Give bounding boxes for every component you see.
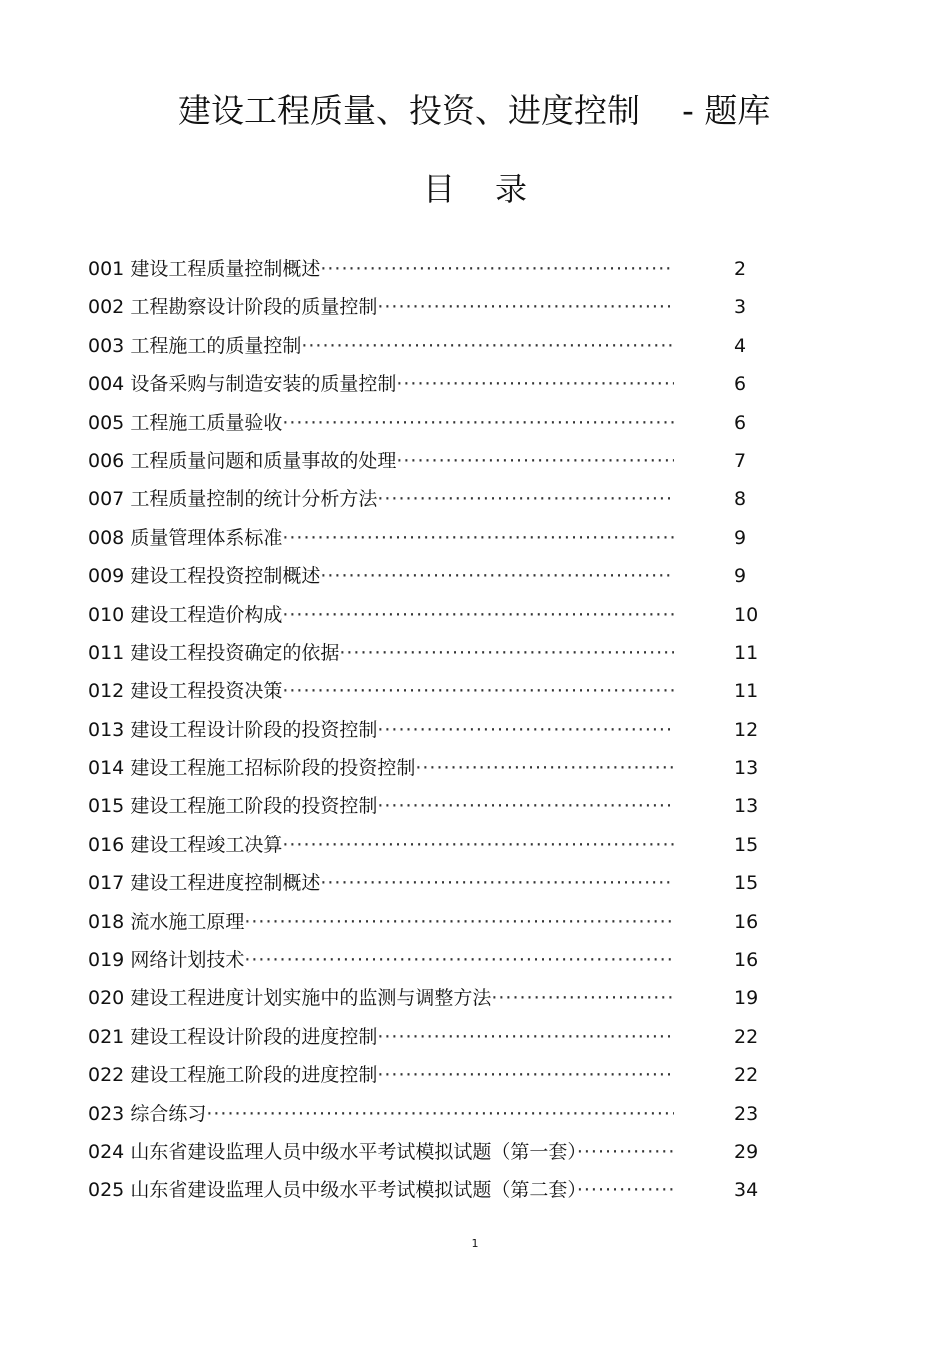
toc-entry-title: 流水施工原理 xyxy=(130,910,245,933)
toc-entry-title: 建设工程质量控制概述 xyxy=(130,258,321,280)
toc-entry[interactable] xyxy=(88,672,788,710)
toc-entry-page: 16 xyxy=(734,910,759,933)
toc-entry[interactable] xyxy=(88,519,788,557)
toc-entry-title: 质量管理体系标准 xyxy=(130,526,283,549)
toc-entry[interactable] xyxy=(88,749,788,787)
document-title-main: 建设工程质量、投资、进度控制 xyxy=(178,91,640,130)
toc-entry-text xyxy=(88,787,674,825)
toc-entry-text xyxy=(88,1056,674,1094)
toc-entry-text xyxy=(88,557,674,595)
toc-entry-title: 建设工程投资决策 xyxy=(130,680,283,703)
toc-entry-number: 021 xyxy=(88,1025,125,1048)
toc-entry-title: 建设工程竣工决算 xyxy=(130,833,283,856)
toc-entry-title: 工程勘察设计阶段的质量控制 xyxy=(130,296,378,319)
toc-entry-page: 29 xyxy=(734,1140,759,1163)
toc-entry[interactable] xyxy=(88,596,788,634)
toc-entry-number: 010 xyxy=(88,603,125,626)
toc-entry-number: 009 xyxy=(88,565,125,588)
toc-entry-page: 15 xyxy=(734,872,759,895)
toc-entry-text xyxy=(88,1018,674,1056)
toc-entry[interactable] xyxy=(88,327,788,365)
toc-entry-number: 013 xyxy=(88,718,125,741)
toc-heading: 目录 xyxy=(422,170,567,208)
toc-entry-title: 山东省建设监理人员中级水平考试模拟试题（第二套） xyxy=(130,1179,577,1202)
toc-entry-number: 008 xyxy=(88,526,125,549)
toc-entry-number: 006 xyxy=(88,449,125,472)
toc-entry-page: 23 xyxy=(734,1102,759,1125)
toc-entry-title: 建设工程施工阶段的进度控制 xyxy=(130,1064,378,1087)
toc-entry-page: 13 xyxy=(734,757,759,780)
toc-entry[interactable] xyxy=(88,1095,788,1133)
toc-entry-page: 3 xyxy=(734,296,747,319)
toc-entry[interactable] xyxy=(88,634,788,672)
toc-entry[interactable] xyxy=(88,979,788,1017)
toc-entry-text xyxy=(88,480,674,518)
toc-entry-page: 34 xyxy=(734,1179,759,1202)
toc-entry-number: 003 xyxy=(88,334,125,357)
toc-entry[interactable] xyxy=(88,826,788,864)
toc-entry-title: 建设工程施工招标阶段的投资控制 xyxy=(130,757,416,780)
toc-entry-number: 012 xyxy=(88,680,125,703)
toc-entry-title: 工程施工的质量控制 xyxy=(130,334,302,357)
toc-entry-title: 工程质量问题和质量事故的处理 xyxy=(130,449,397,472)
toc-entry-text xyxy=(88,596,674,634)
toc-entry-text xyxy=(88,442,674,480)
toc-entry[interactable] xyxy=(88,1018,788,1056)
toc-entry-page: 4 xyxy=(734,334,747,357)
toc-entry-text xyxy=(88,288,674,326)
toc-entry-page: 11 xyxy=(734,680,759,703)
toc-entry-page: 6 xyxy=(734,411,747,434)
toc-entry[interactable] xyxy=(88,711,788,749)
toc-entry[interactable] xyxy=(88,288,788,326)
toc-entry-text xyxy=(88,826,674,864)
toc-entry-title: 综合练习 xyxy=(130,1102,207,1125)
document-title xyxy=(0,88,950,134)
toc-entry[interactable] xyxy=(88,1056,788,1094)
toc-entry-text xyxy=(88,1095,674,1133)
toc-entry-title: 工程质量控制的统计分析方法 xyxy=(130,488,378,511)
toc-entry-text xyxy=(88,941,674,979)
toc-entry-number: 016 xyxy=(88,833,125,856)
toc-entry[interactable] xyxy=(88,365,788,403)
toc-entry-page: 12 xyxy=(734,718,759,741)
toc-entry-text xyxy=(88,1171,674,1209)
toc-entry-number: 002 xyxy=(88,296,125,319)
toc-entry-text xyxy=(88,634,674,672)
toc-entry-number: 014 xyxy=(88,757,125,780)
toc-entry-number: 011 xyxy=(88,641,125,664)
toc-entry-title: 建设工程施工阶段的投资控制 xyxy=(130,795,378,818)
toc-entry-page: 11 xyxy=(734,641,759,664)
toc-entry[interactable] xyxy=(88,404,788,442)
toc-entry-title: 工程施工质量验收 xyxy=(130,411,283,434)
toc-entry[interactable] xyxy=(88,941,788,979)
toc-entry-title: 网络计划技术 xyxy=(130,949,245,972)
toc-entry-number: 018 xyxy=(88,910,125,933)
toc-entry-page: 19 xyxy=(734,987,759,1010)
toc-entry-text xyxy=(88,711,674,749)
toc-entry[interactable] xyxy=(88,1171,788,1209)
toc-entry-number: 019 xyxy=(88,949,125,972)
toc-entry[interactable] xyxy=(88,557,788,595)
toc-entry-page: 9 xyxy=(734,526,747,549)
toc-entry-title: 建设工程投资控制概述 xyxy=(130,565,321,588)
toc-entry-page: 2 xyxy=(734,258,747,280)
toc-entry-number: 007 xyxy=(88,488,125,511)
toc-entry[interactable] xyxy=(88,480,788,518)
toc-entry-number: 022 xyxy=(88,1064,125,1087)
toc-entry-page: 7 xyxy=(734,449,747,472)
toc-entry-text xyxy=(88,749,674,787)
toc-entry-title: 建设工程进度计划实施中的监测与调整方法 xyxy=(130,987,492,1010)
toc-entry-title: 建设工程设计阶段的进度控制 xyxy=(130,1025,378,1048)
toc-entry-page: 15 xyxy=(734,833,759,856)
toc-entry-text xyxy=(88,903,674,941)
toc-entry[interactable] xyxy=(88,903,788,941)
toc-entry-number: 005 xyxy=(88,411,125,434)
page-number: 1 xyxy=(471,1237,479,1250)
toc-entry-text xyxy=(88,519,674,557)
toc-entry-title: 建设工程投资确定的依据 xyxy=(130,641,340,664)
toc-entry-title: 设备采购与制造安装的质量控制 xyxy=(130,373,397,396)
toc-entry-page: 8 xyxy=(734,488,747,511)
toc-entry-title: 建设工程设计阶段的投资控制 xyxy=(130,718,378,741)
toc-entry-page: 22 xyxy=(734,1025,759,1048)
toc-entry-number: 004 xyxy=(88,373,125,396)
toc-entry-number: 025 xyxy=(88,1179,125,1202)
toc-entry-text xyxy=(88,672,674,710)
toc-entry-title: 建设工程进度控制概述 xyxy=(130,872,321,895)
toc-entry-page: 6 xyxy=(734,373,747,396)
toc-entry-page: 13 xyxy=(734,795,759,818)
toc-entry-number: 001 xyxy=(88,258,125,280)
toc-entry-page: 10 xyxy=(734,603,759,626)
toc-entry-page: 22 xyxy=(734,1064,759,1087)
toc-entry-text xyxy=(88,404,674,442)
toc-entry-text xyxy=(88,864,674,902)
toc-entry-number: 020 xyxy=(88,987,125,1010)
toc-entry-title: 山东省建设监理人员中级水平考试模拟试题（第一套） xyxy=(130,1140,577,1163)
toc-entry-text xyxy=(88,250,674,288)
toc-entry-text xyxy=(88,365,674,403)
toc-entry-text xyxy=(88,327,674,365)
toc-entry-number: 024 xyxy=(88,1140,125,1163)
toc-entry-text xyxy=(88,979,674,1017)
toc-entry[interactable] xyxy=(88,864,788,902)
toc-entry[interactable] xyxy=(88,1133,788,1171)
toc-entry-number: 017 xyxy=(88,872,125,895)
toc-entry-title: 建设工程造价构成 xyxy=(130,603,283,626)
toc-entry-text xyxy=(88,1133,674,1171)
table-of-contents xyxy=(88,250,788,1210)
document-title-suffix: - 题库 xyxy=(682,91,771,130)
toc-entry[interactable] xyxy=(88,787,788,825)
toc-entry-page: 9 xyxy=(734,565,747,588)
toc-entry-number: 023 xyxy=(88,1102,125,1125)
toc-entry-number: 015 xyxy=(88,795,125,818)
toc-entry[interactable] xyxy=(88,250,788,288)
toc-entry[interactable] xyxy=(88,442,788,480)
toc-entry-page: 16 xyxy=(734,949,759,972)
